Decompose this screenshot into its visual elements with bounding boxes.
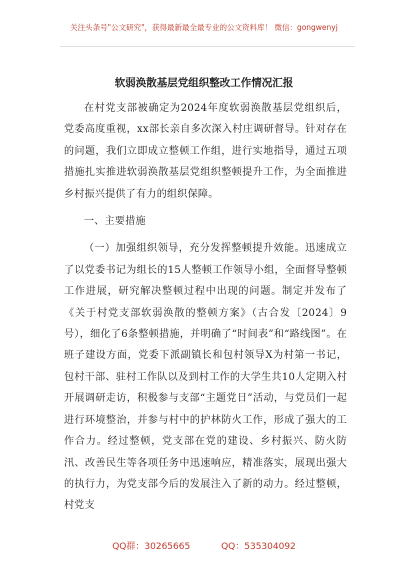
footer-qq-group: QQ群：30265665: [112, 542, 191, 552]
header-divider: [60, 46, 355, 47]
top-banner: 关注头条号"公文研究"，获得最新最全最专业的公文资料库！ 微信：gongwenyj: [70, 23, 338, 32]
footer-contact: [0, 539, 408, 552]
footer-qq: QQ：535304092: [221, 542, 296, 552]
measure-paragraph: （一）加强组织领导，充分发挥整顿提升效能。迅速成立了以党委书记为组长的15人整顿工作领导小组，全面督导整顿工作进展，研究解决整顿过程中出现的问题。制定并发布了《关于村党支部软弱涣散的整顿方案》（古合发〔2024〕9号），细化了6条整顿措施，并明确了“时间表”和“路线图”。在班子建设方面，党委下派副镇长和包村领导X为村第一书记，包村干部、驻村工作队以及到村工作的大学生共10人定期入村开展调研走访，积极参与支部“主题党日”活动，与党员们一起进行环境整治，并参与村中的护林防火工作，形成了强大的工作合力。经过整顿，党支部在党的建设、乡村振兴、防火防汛、改善民生等各项任务中迅速响应，精准落实，展现出强大的执行力，为党支部今后的发展注入了新的动力。经过整顿，村党支: [64, 243, 347, 512]
intro-paragraph: 在村党支部被确定为2024年度软弱涣散基层党组织后，党委高度重视，xx部长亲自多次深入村庄调研督导。针对存在的问题，我们立即成立整顿工作组，进行实地指导，通过五项措施扎实推进软弱涣散基层党组织整顿提升工作，为全面推进乡村振兴提供了有力的组织保障。: [64, 103, 347, 200]
document-title: 软弱涣散基层党组织整改工作情况汇报: [114, 77, 294, 89]
section-heading: 一、主要措施: [84, 216, 146, 228]
document-body: [64, 98, 347, 517]
